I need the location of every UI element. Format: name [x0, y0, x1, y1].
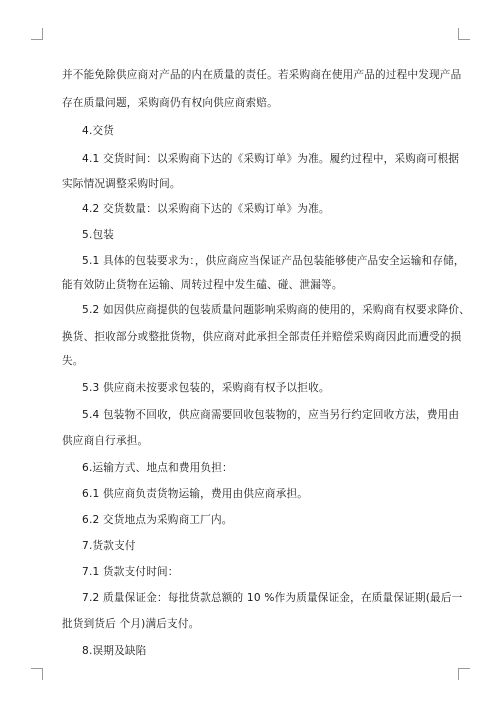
crop-mark-bottom-right — [458, 668, 470, 680]
text-line: 5.4 包装物不回收，供应商需要回收包装物的，应当另行约定回收方法，费用由 — [82, 409, 460, 421]
section-heading: 8.误期及缺陷 — [82, 645, 147, 657]
section-heading: 7.货款支付 — [82, 540, 136, 552]
crop-mark-bottom-left — [31, 668, 43, 680]
text-line: 5.2 如因供应商提供的包装质量问题影响采购商的使用的，采购商有权要求降价、 — [82, 304, 470, 316]
text-line: 7.1 货款支付时间： — [82, 566, 179, 578]
text-line: 4.2 交货数量：以采购商下达的《采购订单》为准。 — [82, 203, 330, 215]
text-line: 批货到货后 个月)满后支付。 — [62, 618, 200, 630]
text-line: 5.1 具体的包装要求为：，供应商应当保证产品包装能够使产品安全运输和存储， — [82, 255, 465, 267]
text-line: 6.1 供应商负责货物运输，费用由供应商承担。 — [82, 488, 309, 500]
section-heading: 4.交货 — [82, 125, 115, 137]
text-line: 5.3 供应商未按要求包装的，采购商有权予以拒收。 — [82, 382, 330, 394]
text-line: 能有效防止货物在运输、周转过程中发生磕、碰、泄漏等。 — [62, 279, 343, 291]
crop-mark-top-left — [31, 28, 43, 40]
text-line: 失。 — [62, 355, 84, 367]
text-line: 实际情况调整采购时间。 — [62, 178, 181, 190]
text-line: 并不能免除供应商对产品的内在质量的责任。若采购商在使用产品的过程中发现产品 — [62, 69, 462, 81]
section-heading: 5.包装 — [82, 229, 115, 241]
text-line: 7.2 质量保证金：每批货款总额的 10 %作为质量保证金，在质量保证期(最后一 — [82, 592, 463, 604]
crop-mark-top-right — [458, 28, 470, 40]
text-line: 4.1 交货时间：以采购商下达的《采购订单》为准。履约过程中，采购商可根据 — [82, 153, 460, 165]
text-line: 6.2 交货地点为采购商工厂内。 — [82, 514, 233, 526]
text-line: 换货、拒收部分或整批货物，供应商对此承担全部责任并赔偿采购商因此而遭受的损 — [62, 331, 462, 343]
section-heading: 6.运输方式、地点和费用负担： — [82, 462, 233, 474]
text-line: 供应商自行承担。 — [62, 435, 149, 447]
text-line: 存在质量问题，采购商仍有权向供应商索赔。 — [62, 97, 278, 109]
